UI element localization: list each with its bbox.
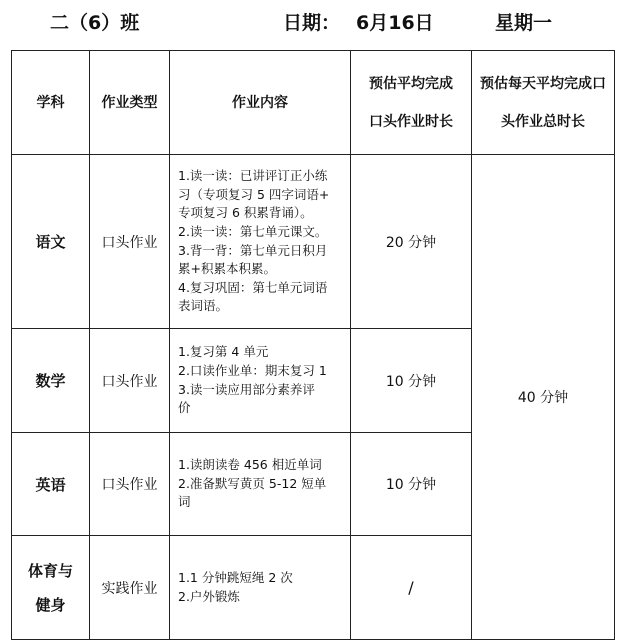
- content-line: 1.读一读：已讲评订正小练: [178, 168, 328, 184]
- subject-line2: 健身: [35, 595, 66, 614]
- col-header-type: 作业类型: [90, 51, 170, 155]
- col-header-content: 作业内容: [170, 51, 351, 155]
- content-cell: [170, 536, 351, 640]
- duration-cell: 20 分钟: [351, 155, 472, 329]
- content-line: 3.背一背：第七单元日积月: [178, 242, 328, 258]
- content-line: 词: [178, 494, 191, 510]
- content-line: 2.读一读：第七单元课文。: [178, 223, 328, 239]
- content-line: 1.读朗读卷 456 相近单词: [178, 457, 322, 473]
- col-header-avg-line2: 口头作业时长: [369, 113, 453, 130]
- content-line: 3.读一读应用部分素养评: [178, 381, 315, 397]
- type-cell: 口头作业: [90, 433, 170, 536]
- table-header-row: [12, 51, 615, 155]
- total-duration-cell: 40 分钟: [472, 155, 615, 640]
- type-cell: 口头作业: [90, 329, 170, 433]
- col-header-avg-duration: [351, 51, 472, 155]
- content-line: 累+积累本积累。: [178, 261, 276, 277]
- content-line: 表词语。: [178, 298, 229, 314]
- subject-cell: 语文: [12, 155, 90, 329]
- type-cell: 口头作业: [90, 155, 170, 329]
- subject-cell: [12, 536, 90, 640]
- subject-line1: 体育与: [27, 561, 73, 580]
- page-header: [0, 0, 628, 44]
- content-line: 4.复习巩固：第七单元词语: [178, 279, 328, 295]
- content-cell: [170, 433, 351, 536]
- date-label: 日期：: [283, 12, 341, 34]
- content-cell: [170, 155, 351, 329]
- table-row-chinese: [12, 155, 615, 329]
- class-name: 二（6）班: [50, 12, 140, 34]
- content-line: 2.口读作业单：期末复习 1: [178, 362, 327, 378]
- col-header-subject: 学科: [12, 51, 90, 155]
- type-cell: 实践作业: [90, 536, 170, 640]
- subject-cell: 数学: [12, 329, 90, 433]
- col-header-daily-line2: 头作业总时长: [501, 113, 585, 130]
- date-value: 6月16日: [356, 12, 434, 34]
- homework-table: [11, 50, 615, 640]
- content-line: 习（专项复习 5 四字词语+: [178, 186, 330, 202]
- duration-cell: 10 分钟: [351, 329, 472, 433]
- duration-cell: /: [351, 536, 472, 640]
- subject-cell: 英语: [12, 433, 90, 536]
- content-line: 价: [178, 400, 191, 416]
- col-header-daily-line1: 预估每天平均完成口: [480, 75, 606, 92]
- weekday: 星期一: [495, 12, 553, 34]
- content-line: 2.准备默写黄页 5-12 短单: [178, 475, 327, 491]
- content-line: 1.复习第 4 单元: [178, 344, 269, 360]
- content-line: 1.1 分钟跳短绳 2 次: [178, 569, 293, 585]
- content-line: 2.户外锻炼: [178, 588, 240, 604]
- duration-cell: 10 分钟: [351, 433, 472, 536]
- col-header-daily-total: [472, 51, 615, 155]
- col-header-avg-line1: 预估平均完成: [369, 75, 453, 92]
- content-line: 专项复习 6 积累背诵）。: [178, 205, 313, 221]
- content-cell: [170, 329, 351, 433]
